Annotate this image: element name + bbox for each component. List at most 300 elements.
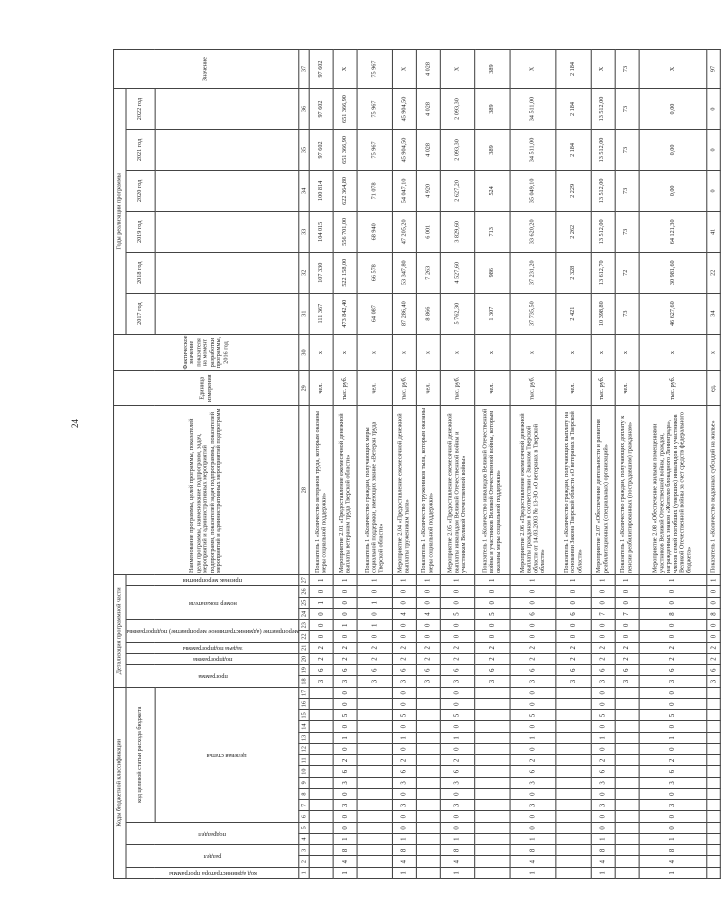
value-cell: Х	[334, 50, 358, 89]
code-cell	[707, 800, 721, 811]
code-cell: 1	[510, 732, 556, 743]
value-cell: 87 286,40	[392, 293, 416, 334]
code-cell: 3	[440, 676, 475, 687]
row-name: Мероприятие 2.07 «Обеспечение деятельности и развития реабилитационных (специальных) организаций»	[591, 406, 615, 575]
code-cell: 3	[639, 800, 707, 811]
code-cell	[707, 822, 721, 833]
code-cell: 3	[556, 676, 591, 687]
code-cell: 0	[639, 822, 707, 833]
code-cell	[416, 755, 440, 766]
code-cell	[556, 856, 591, 867]
code-cell: 6	[591, 766, 615, 777]
value-cell: 2 184	[556, 89, 591, 130]
code-cell	[416, 845, 440, 856]
code-cell	[556, 766, 591, 777]
code-cell: 0	[510, 631, 556, 642]
code-cell	[556, 744, 591, 755]
row-fact: х	[591, 334, 615, 371]
code-cell	[416, 811, 440, 822]
row-unit: чел.	[475, 371, 510, 406]
row-fact: х	[556, 334, 591, 371]
table-head	[114, 50, 310, 879]
value-cell: 73	[615, 170, 639, 211]
value-cell: 13 512,00	[591, 211, 615, 252]
code-cell	[310, 687, 334, 698]
code-cell: 4	[591, 856, 615, 867]
header-name: Наименование программы, целей программы, показателей цели программы, наименование подпрограмм, задач, мероприятий и административных мероприятий подпрограмм, показателей задач подпрограммы, показателей мероприятий и административных мероприятий подпрограмм	[114, 406, 300, 575]
code-cell: 0	[639, 811, 707, 822]
header-budget-codes: Коды бюджетной классификации	[114, 687, 126, 878]
header-year-2019: 2019 год	[126, 211, 155, 252]
code-cell: 8	[707, 608, 721, 619]
code-cell: 1	[416, 575, 440, 586]
code-cell: 2	[310, 642, 334, 653]
code-cell	[615, 834, 639, 845]
code-cell: 5	[334, 710, 358, 721]
value-cell: 2 627,20	[440, 170, 475, 211]
code-cell: 3	[416, 676, 440, 687]
table-body	[310, 50, 721, 879]
column-number: 15	[299, 710, 309, 721]
code-cell: 0	[440, 721, 475, 732]
code-cell: 6	[639, 766, 707, 777]
value-cell: 0,00	[639, 170, 707, 211]
code-cell: 6	[334, 766, 358, 777]
row-name: Мероприятие 2.05 «Предоставление ежемесячной денежной выплаты инвалидам Великой Отечественной войны и участникам Великой Отечественной войны»	[440, 406, 475, 575]
code-cell: 0	[310, 620, 334, 631]
code-cell: 1	[392, 732, 416, 743]
code-cell: 2	[392, 755, 416, 766]
code-cell	[310, 789, 334, 800]
code-cell: 4	[392, 856, 416, 867]
code-cell: 0	[591, 687, 615, 698]
code-cell: 3	[615, 676, 639, 687]
code-cell	[357, 687, 392, 698]
value-cell: 66 578	[357, 252, 392, 293]
code-cell: 2	[475, 642, 510, 653]
code-cell: 3	[639, 777, 707, 788]
code-cell: 2	[639, 653, 707, 664]
value-cell: 30 981,60	[639, 252, 707, 293]
code-cell: 0	[334, 699, 358, 710]
code-cell: 1	[639, 867, 707, 878]
value-cell: Х	[510, 50, 556, 89]
value-cell: 389	[475, 89, 510, 130]
header-col-task: задача подпрограммы	[182, 645, 243, 653]
table-row	[392, 50, 416, 879]
code-cell: 0	[510, 721, 556, 732]
code-cell: 0	[310, 586, 334, 597]
page-number: 24	[70, 419, 80, 428]
code-cell: 0	[416, 620, 440, 631]
rotated-table-page	[113, 49, 718, 879]
value-cell: Х	[392, 50, 416, 89]
value-cell: 71 078	[357, 170, 392, 211]
code-cell: 2	[334, 653, 358, 664]
code-cell: 6	[392, 766, 416, 777]
column-number: 16	[299, 699, 309, 710]
code-cell	[556, 755, 591, 766]
value-cell: 5 762,30	[440, 293, 475, 334]
code-cell: 4	[416, 608, 440, 619]
code-cell: 1	[392, 834, 416, 845]
code-cell: 3	[334, 777, 358, 788]
code-cell	[310, 710, 334, 721]
code-cell: 8	[510, 845, 556, 856]
value-cell: 522 158,00	[334, 252, 358, 293]
header-year-2020: 2020 год	[126, 170, 155, 211]
code-cell	[416, 777, 440, 788]
code-cell: 6	[440, 766, 475, 777]
code-cell	[556, 732, 591, 743]
code-cell: 0	[440, 631, 475, 642]
code-cell: 8	[591, 845, 615, 856]
value-cell: 556 701,00	[334, 211, 358, 252]
value-cell: 111 367	[310, 293, 334, 334]
value-cell: 46 627,60	[639, 293, 707, 334]
code-cell: 6	[707, 665, 721, 676]
value-cell: 4 527,60	[440, 252, 475, 293]
code-cell	[707, 811, 721, 822]
code-cell: 1	[357, 597, 392, 608]
value-cell: 8 866	[416, 293, 440, 334]
value-cell: 73	[615, 293, 639, 334]
code-cell: 2	[392, 653, 416, 664]
code-cell: 0	[392, 822, 416, 833]
code-cell	[357, 834, 392, 845]
column-number: 9	[299, 777, 309, 788]
row-fact: х	[510, 334, 556, 371]
code-cell: 2	[440, 642, 475, 653]
code-cell	[556, 721, 591, 732]
code-cell: 4	[440, 856, 475, 867]
column-number: 8	[299, 789, 309, 800]
value-cell: 13 512,00	[591, 170, 615, 211]
code-cell: 0	[357, 631, 392, 642]
code-cell: 0	[615, 620, 639, 631]
code-cell: 0	[707, 631, 721, 642]
table-row	[440, 50, 475, 879]
table-row	[615, 50, 639, 879]
code-cell: 0	[639, 586, 707, 597]
code-cell: 8	[639, 845, 707, 856]
code-cell	[310, 766, 334, 777]
code-cell: 3	[334, 800, 358, 811]
code-cell	[556, 699, 591, 710]
value-cell: 73	[615, 89, 639, 130]
code-cell	[556, 789, 591, 800]
row-name: Показатель 1 «Количество ветеранов труда, которым оказаны меры социальной поддержки»	[310, 406, 334, 575]
value-cell: 622 364,80	[334, 170, 358, 211]
code-cell	[707, 845, 721, 856]
code-cell: 3	[591, 777, 615, 788]
code-cell: 3	[440, 800, 475, 811]
value-cell: 97 602	[310, 50, 334, 89]
code-cell	[475, 744, 510, 755]
code-cell: 1	[334, 732, 358, 743]
header-col-sign: признак мероприятия	[182, 577, 243, 585]
value-cell: 4 028	[416, 89, 440, 130]
code-cell	[416, 710, 440, 721]
code-cell: 1	[357, 575, 392, 586]
value-cell: 33 620,20	[510, 211, 556, 252]
value-cell: 53 347,80	[392, 252, 416, 293]
code-cell: 2	[416, 653, 440, 664]
code-cell	[556, 867, 591, 878]
value-cell: 54 047,10	[392, 170, 416, 211]
value-cell: 75 967	[357, 89, 392, 130]
code-cell	[615, 699, 639, 710]
code-cell: 1	[639, 732, 707, 743]
header-section: раздел	[203, 853, 222, 861]
value-cell: 45 904,50	[392, 130, 416, 171]
code-cell	[416, 744, 440, 755]
table-row	[334, 50, 358, 879]
value-cell: 2 184	[556, 50, 591, 89]
column-number: 34	[299, 170, 309, 211]
code-cell	[556, 845, 591, 856]
code-cell: 0	[556, 631, 591, 642]
code-cell	[556, 777, 591, 788]
value-cell: 651 366,90	[334, 89, 358, 130]
row-unit: тыс. руб.	[440, 371, 475, 406]
header-col-indicator: номер показателя	[188, 600, 237, 608]
code-cell	[475, 732, 510, 743]
code-cell: 1	[556, 575, 591, 586]
code-cell	[310, 811, 334, 822]
code-cell	[615, 744, 639, 755]
row-unit: ед.	[707, 371, 721, 406]
column-number: 3	[299, 845, 309, 856]
code-cell: 6	[556, 608, 591, 619]
value-cell: 41	[707, 211, 721, 252]
code-cell	[416, 789, 440, 800]
code-cell: 0	[475, 631, 510, 642]
code-cell: 6	[510, 608, 556, 619]
code-cell	[475, 834, 510, 845]
code-cell: 3	[357, 676, 392, 687]
table-row	[475, 50, 510, 879]
code-cell	[310, 800, 334, 811]
code-cell: 0	[707, 586, 721, 597]
code-cell: 2	[639, 642, 707, 653]
value-cell: 37 735,50	[510, 293, 556, 334]
column-number: 10	[299, 766, 309, 777]
row-name: Мероприятие 2.04 «Предоставление ежемесячной денежной выплаты труженикам тыла»	[392, 406, 416, 575]
code-cell: 1	[510, 575, 556, 586]
code-cell: 4	[334, 856, 358, 867]
code-cell: 6	[510, 766, 556, 777]
value-cell: 986	[475, 252, 510, 293]
code-cell: 1	[591, 834, 615, 845]
value-cell: Х	[440, 50, 475, 89]
code-cell	[615, 766, 639, 777]
code-cell	[416, 800, 440, 811]
column-number: 26	[299, 586, 309, 597]
value-cell: 34 511,00	[510, 89, 556, 130]
code-cell: 0	[334, 822, 358, 833]
code-cell: 1	[639, 575, 707, 586]
code-cell	[707, 710, 721, 721]
code-cell: 0	[615, 586, 639, 597]
code-cell: 1	[334, 575, 358, 586]
code-cell: 5	[510, 710, 556, 721]
code-cell: 2	[357, 642, 392, 653]
code-cell	[475, 687, 510, 698]
code-cell: 0	[334, 608, 358, 619]
header-subsection: подраздел	[198, 830, 227, 838]
code-cell	[357, 710, 392, 721]
code-cell	[707, 789, 721, 800]
code-cell: 4	[392, 608, 416, 619]
code-cell: 6	[475, 665, 510, 676]
row-unit: тыс. руб.	[510, 371, 556, 406]
code-cell	[615, 800, 639, 811]
row-fact: х	[310, 334, 334, 371]
code-cell: 0	[357, 586, 392, 597]
value-cell: 104 015	[310, 211, 334, 252]
row-fact: х	[440, 334, 475, 371]
value-cell: 100 814	[310, 170, 334, 211]
code-cell: 2	[510, 755, 556, 766]
code-cell	[310, 845, 334, 856]
code-cell: 0	[334, 789, 358, 800]
value-cell: 35 049,10	[510, 170, 556, 211]
value-cell: 34 511,00	[510, 130, 556, 171]
code-cell: 2	[334, 642, 358, 653]
code-cell: 2	[707, 653, 721, 664]
code-cell	[310, 834, 334, 845]
row-fact: х	[416, 334, 440, 371]
row-name: Мероприятие 2.06 «Предоставление ежемесячной денежной выплаты гражданам в соответствии с Законом Тверской области от 14.03.2003 № 13-ЗО «О ветеранах в Тверской области»	[510, 406, 556, 575]
code-cell	[707, 766, 721, 777]
code-cell: 0	[475, 620, 510, 631]
row-name: Показатель 1 «Количество граждан, получающих выплату на основании Закона Тверской области «О ветеранах в Тверской области»	[556, 406, 591, 575]
code-cell: 0	[591, 789, 615, 800]
code-cell: 8	[639, 608, 707, 619]
code-cell	[615, 867, 639, 878]
value-cell: 389	[475, 130, 510, 171]
value-cell: 68 940	[357, 211, 392, 252]
code-cell: 3	[591, 800, 615, 811]
code-cell: 0	[392, 721, 416, 732]
code-cell	[615, 822, 639, 833]
value-cell: 7 263	[416, 252, 440, 293]
column-number: 35	[299, 130, 309, 171]
table-row	[707, 50, 721, 879]
row-unit: тыс. руб.	[334, 371, 358, 406]
code-cell	[475, 789, 510, 800]
header-target-item: код целевой статьи расхода бюджета	[126, 687, 155, 822]
column-number: 23	[299, 620, 309, 631]
code-cell: 0	[591, 597, 615, 608]
code-cell: 4	[510, 856, 556, 867]
code-cell: 6	[556, 665, 591, 676]
table-row	[310, 50, 334, 879]
table-row	[416, 50, 440, 879]
value-cell: 13 512,00	[591, 89, 615, 130]
code-cell: 6	[310, 665, 334, 676]
code-cell: 0	[639, 699, 707, 710]
row-name: Показатель 1 «Количество инвалидов Великой Отечественной войны и участников Великой Отечественной войны, которым оказаны меры социальной поддержки»	[475, 406, 510, 575]
code-cell: 0	[475, 586, 510, 597]
column-number: 21	[299, 642, 309, 653]
column-number: 11	[299, 755, 309, 766]
value-cell: Х	[591, 50, 615, 89]
code-cell	[556, 710, 591, 721]
header-year-2018: 2018 год	[126, 252, 155, 293]
row-unit: чел.	[310, 371, 334, 406]
value-cell: 3 829,60	[440, 211, 475, 252]
value-cell: 4 028	[416, 50, 440, 89]
code-cell	[357, 822, 392, 833]
column-number: 4	[299, 834, 309, 845]
code-cell: 0	[440, 744, 475, 755]
code-cell: 0	[510, 687, 556, 698]
code-cell: 0	[392, 597, 416, 608]
code-cell	[357, 845, 392, 856]
code-cell: 3	[510, 800, 556, 811]
code-cell	[556, 811, 591, 822]
code-cell	[357, 811, 392, 822]
code-cell: 0	[639, 687, 707, 698]
code-cell: 6	[510, 665, 556, 676]
code-cell	[475, 800, 510, 811]
value-cell: 22	[707, 252, 721, 293]
code-cell	[475, 777, 510, 788]
code-cell: 0	[591, 744, 615, 755]
value-cell: Х	[639, 50, 707, 89]
code-cell	[357, 867, 392, 878]
code-cell: 0	[615, 597, 639, 608]
code-cell: 0	[392, 620, 416, 631]
code-cell	[615, 687, 639, 698]
code-cell: 6	[591, 665, 615, 676]
header-col-activity: мероприятие (административное мероприятие) подпрограммы	[126, 628, 299, 636]
code-cell: 0	[591, 620, 615, 631]
code-cell: 0	[416, 631, 440, 642]
column-number: 36	[299, 89, 309, 130]
code-cell	[475, 699, 510, 710]
code-cell: 0	[334, 586, 358, 597]
code-cell: 0	[510, 597, 556, 608]
code-cell: 1	[591, 575, 615, 586]
code-cell: 5	[440, 608, 475, 619]
row-unit: чел.	[556, 371, 591, 406]
code-cell: 0	[591, 586, 615, 597]
code-cell: 5	[591, 710, 615, 721]
code-cell: 2	[416, 642, 440, 653]
code-cell: 2	[615, 653, 639, 664]
value-cell: 1 307	[475, 293, 510, 334]
code-cell	[416, 721, 440, 732]
code-cell: 1	[357, 620, 392, 631]
code-cell: 0	[310, 608, 334, 619]
code-cell: 0	[440, 811, 475, 822]
column-number: 6	[299, 811, 309, 822]
code-cell: 2	[707, 642, 721, 653]
code-cell: 1	[440, 867, 475, 878]
code-cell: 0	[392, 687, 416, 698]
value-cell: 4 028	[416, 130, 440, 171]
column-number: 29	[299, 371, 309, 406]
column-number: 19	[299, 665, 309, 676]
code-cell: 0	[639, 789, 707, 800]
code-cell	[556, 687, 591, 698]
code-cell: 3	[440, 777, 475, 788]
header-admin-code: код администратора программы	[168, 870, 257, 878]
value-cell: 64 087	[357, 293, 392, 334]
